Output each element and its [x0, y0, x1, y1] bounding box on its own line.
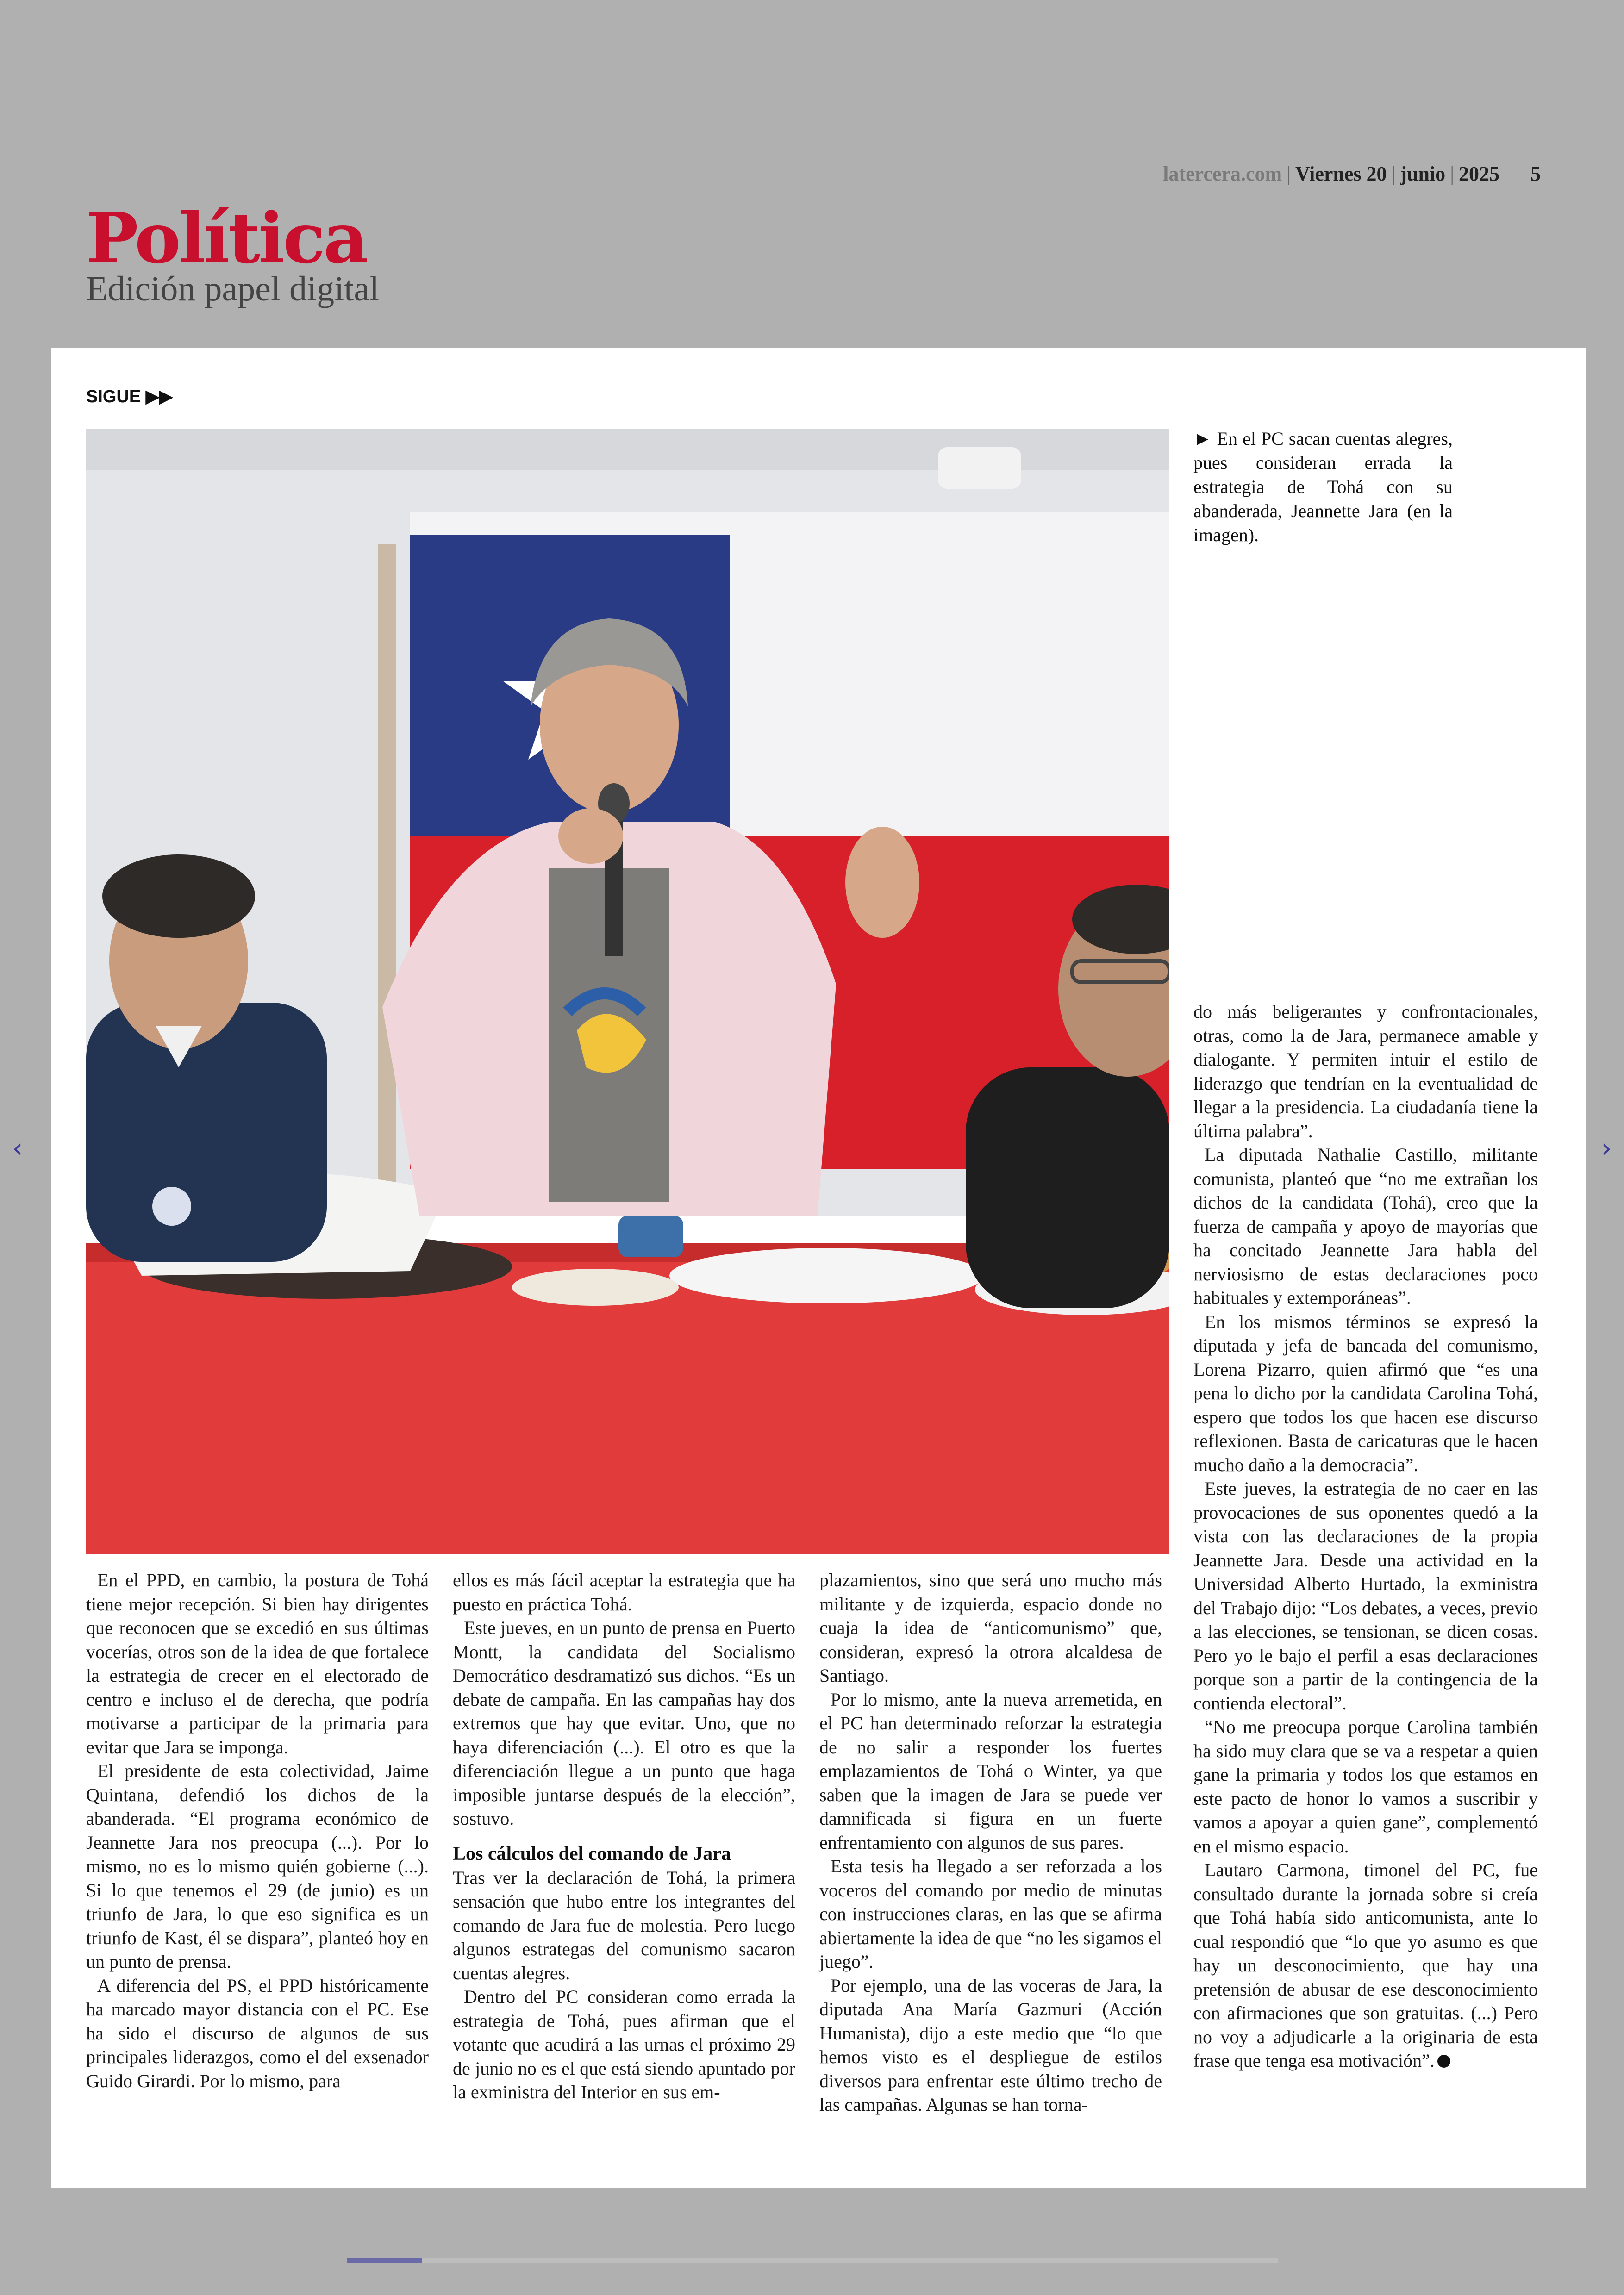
- article-column-3: [819, 1568, 1162, 2117]
- header-meta: latercera.com | Viernes 20 | junio | 2025 5: [1163, 162, 1541, 185]
- sigue-label: SIGUE ▶▶: [86, 387, 173, 406]
- site-name: latercera.com: [1163, 162, 1282, 185]
- newspaper-page: [51, 348, 1586, 2188]
- header-year: 2025: [1459, 162, 1499, 185]
- header-month: junio: [1400, 162, 1446, 185]
- prev-page-arrow[interactable]: ‹: [12, 1132, 23, 1164]
- paragraph: [1193, 1858, 1538, 2073]
- paragraph: ellos es más fácil aceptar la estrategia que ha puesto en práctica Tohá.: [453, 1570, 795, 1615]
- paragraph: plazamientos, sino que será uno mucho más militante y de izquierda, espacio donde no cuaja la idea de “anticomunismo” que, consideran, expresó la otrora alcaldesa de Santiago.: [819, 1570, 1162, 1686]
- paragraph: Este jueves, la estrategia de no caer en las provocaciones de sus oponentes quedó a la vista con las declaraciones de la propia Jeannette Jara. Desde una actividad en la Universidad Alberto Hurtado, la exministra del Trabajo dijo: “Los debates, a veces, previo a las elecciones, se tensionan, se dicen cosas. Pero yo le bajo el perfil a esas declaraciones porque son a partir de la contingencia de la contienda electoral”.: [1193, 1478, 1538, 1714]
- paragraph: A diferencia del PS, el PPD históricamente ha marcado mayor distancia con el PC. Ese ha sido el discurso de algunos de sus principales liderazgos, como el del exsenador Guido Girardi. Por lo mismo, para: [86, 1975, 429, 2091]
- paragraph: El presidente de esta colectividad, Jaime Quintana, defendió los dichos de la abanderada. “El programa económico de Jeannette Jara nos preocupa (...). Por lo mismo, no es lo mismo quién gobierne (...). Si lo que tenemos el 29 (de junio) es un triunfo de Jara, lo que eso significa es un triunfo de Kast, él se dispara”, planteó hoy en un punto de prensa.: [86, 1760, 429, 1972]
- paragraph: Tras ver la declaración de Tohá, la primera sensación que hubo entre los integrantes del comando de Jara fue de molestia. Pero luego algunos estrategas del comunismo sacaron cuentas alegres.: [453, 1867, 795, 1983]
- paragraph: Este jueves, en un punto de prensa en Puerto Montt, la candidata del Socialismo Democrático desdramatizó sus dichos. “Es un debate de campaña. En las campañas hay dos extremos que hay que evitar. Uno, que no haya diferenciación (...). El otro es que la diferenciación llegue a un punto que haga imposible juntarse después de la elección”, sostuvo.: [453, 1617, 795, 1829]
- paragraph: Por lo mismo, ante la nueva arremetida, en el PC han determinado reforzar la estrategia de no salir a responder los fuertes emplazamientos de Tohá o Winter, ya que saben que la imagen de Jara se puede ver damnificada si figura en un fuerte enfrentamiento con algunos de sus pares.: [819, 1689, 1162, 1853]
- reader-progress-bar[interactable]: [347, 2258, 1278, 2263]
- subheading: Los cálculos del comando de Jara: [453, 1843, 731, 1865]
- end-mark-icon: [1437, 2055, 1450, 2068]
- paragraph: do más beligerantes y confrontacionales, otras, como la de Jara, permanece amable y dialogante. Y permiten intuir el estilo de liderazgo que tendrían en la eventualidad de llegar a la presidencia. La ciudadanía tiene la última palabra”.: [1193, 1001, 1538, 1141]
- paragraph: Por ejemplo, una de las voceras de Jara, la diputada Ana María Gazmuri (Acción Humanista), dijo a este medio que “lo que hemos visto es el despliegue de estilos diversos para enfrentar este último trecho de las campañas. Algunas se han torna-: [819, 1975, 1162, 2115]
- photo-caption: ► En el PC sacan cuentas alegres, pues consideran errada la estrategia de Tohá con su abanderada, Jeannette Jara (en la imagen).: [1193, 428, 1453, 545]
- paragraph: Esta tesis ha llegado a ser reforzada a los voceros del comando por medio de minutas con instrucciones claras, en las que se afirma abiertamente la idea de que “no les sigamos el juego”.: [819, 1856, 1162, 1972]
- article-column-4: [1193, 1000, 1538, 2073]
- paragraph: “No me preocupa porque Carolina también ha sido muy clara que se va a respetar a quien gane la primaria y todos los que estamos en este pacto de honor lo vamos a suscribir y vamos a apoyar a quien gane”, complementó en el mismo espacio.: [1193, 1716, 1538, 1857]
- next-page-arrow[interactable]: ›: [1601, 1132, 1612, 1164]
- article-column-2: [453, 1568, 795, 2104]
- paragraph: En los mismos términos se expresó la diputada y jefa de bancada del comunismo, Lorena Pizarro, quien afirmó que “es una pena lo dicho por la candidata Carolina Tohá, espero que todos los que hacen ese discurso reflexionen. Basta de caricaturas que le hacen mucho daño a la democracia”.: [1193, 1311, 1538, 1475]
- paragraph-text: Lautaro Carmona, timonel del PC, fue consultado durante la jornada sobre si creía que Tohá había sido anticomunista, ante lo cual respondió que “lo que yo asumo es que hay un desconocimiento, que hay una pretensión de abusar de ese desconocimiento con afirmaciones que son gratuitas. (...) Pero no voy a adjudicarle a la originaria de esta frase que tenga esa motivación”.: [1193, 1859, 1538, 2071]
- paragraph: En el PPD, en cambio, la postura de Tohá tiene mejor recepción. Si bien hay dirigentes que reconocen que se excedió en sus últimas vocerías, otros son de la idea de que fortalece la estrategia de crecer en el electorado de centro e incluso el de derecha, que podría motivarse a participar de la primaria para evitar que Jara se imponga.: [86, 1570, 429, 1758]
- paragraph: Dentro del PC consideran como errada la estrategia de Tohá, pues afirman que el votante que acudirá a las urnas el próximo 29 de junio no es el que está siendo apuntado por la exministra del Interior en sus em-: [453, 1986, 795, 2102]
- paragraph: La diputada Nathalie Castillo, militante comunista, planteó que “no me extrañan los dichos de la candidata (Tohá), creo que la fuerza de campaña y apoyo de mayorías que ha concitado Jeannette Jara habla del nerviosismo de estas declaraciones poco habituales y extemporáneas”.: [1193, 1144, 1538, 1308]
- section-subtitle: Edición papel digital: [86, 269, 380, 308]
- header-day: Viernes 20: [1295, 162, 1387, 185]
- article-column-1: [86, 1568, 429, 2093]
- page-number: 5: [1530, 162, 1541, 185]
- article-photo: [86, 429, 1169, 1554]
- section-title: Política: [86, 198, 367, 279]
- reader-progress-fill: [347, 2258, 422, 2263]
